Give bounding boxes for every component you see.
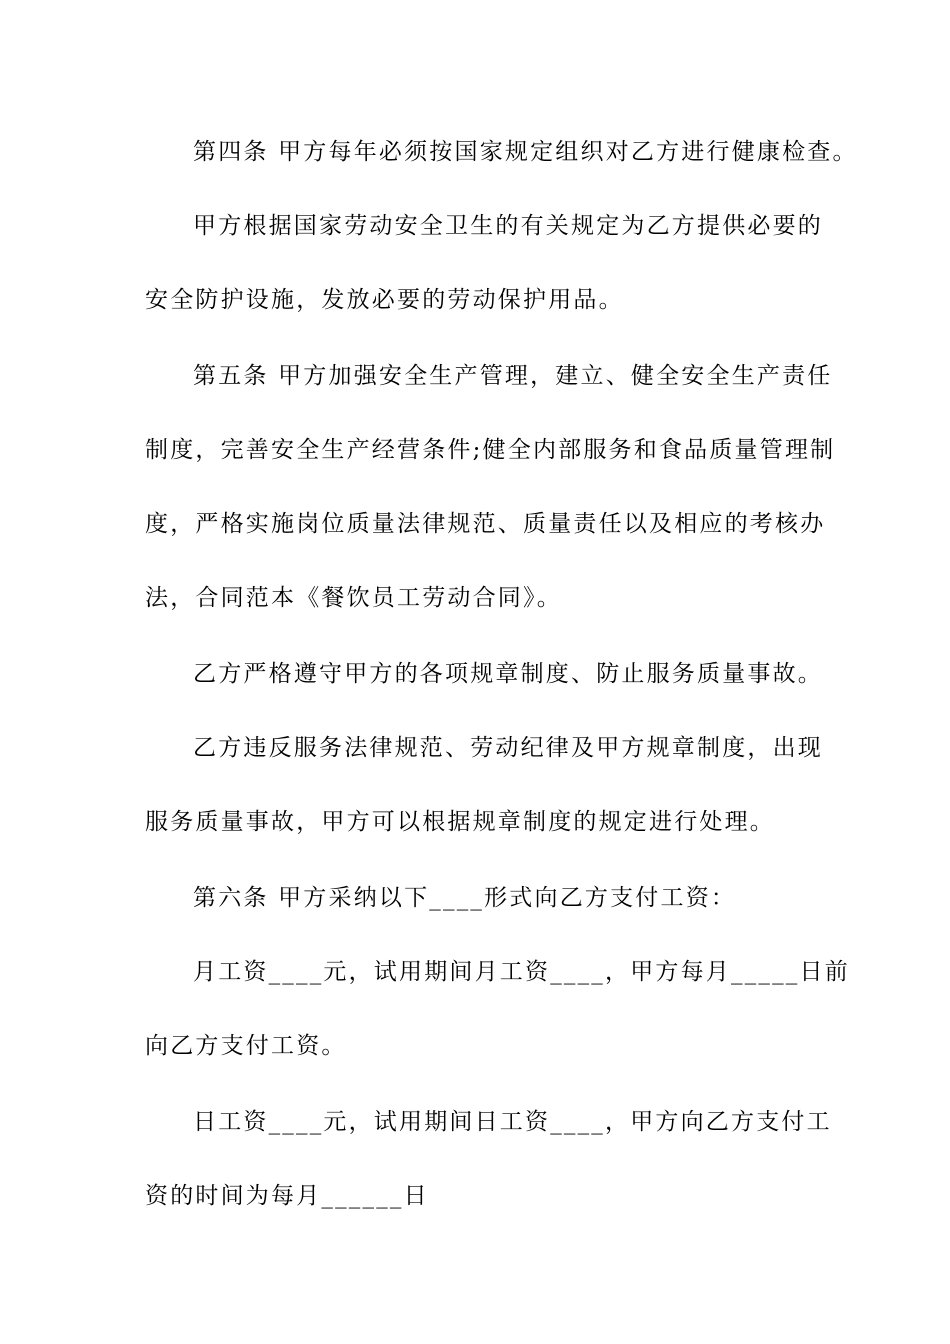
paragraph-rules-compliance: 乙方严格遵守甲方的各项规章制度、防止服务质量事故。	[193, 661, 823, 687]
paragraph-article-4: 第四条 甲方每年必须按国家规定组织对乙方进行健康检查。	[193, 139, 858, 165]
paragraph-monthly-wage-line-1: 月工资____元，试用期间月工资____，甲方每月_____日前	[193, 959, 850, 985]
paragraph-daily-wage-line-2: 资的时间为每月______日	[145, 1183, 429, 1209]
paragraph-violation-line-2: 服务质量事故，甲方可以根据规章制度的规定进行处理。	[145, 809, 775, 835]
paragraph-article-5-line-2: 制度，完善安全生产经营条件;健全内部服务和食品质量管理制	[145, 437, 836, 463]
paragraph-safety-line-1: 甲方根据国家劳动安全卫生的有关规定为乙方提供必要的	[193, 213, 823, 239]
paragraph-violation-line-1: 乙方违反服务法律规范、劳动纪律及甲方规章制度，出现	[193, 735, 823, 761]
paragraph-article-5-line-3: 度，严格实施岗位质量法律规范、质量责任以及相应的考核办	[145, 511, 826, 537]
paragraph-article-6: 第六条 甲方采纳以下____形式向乙方支付工资：	[193, 885, 737, 911]
paragraph-safety-line-2: 安全防护设施，发放必要的劳动保护用品。	[145, 287, 624, 313]
paragraph-article-5-line-4: 法，合同范本《餐饮员工劳动合同》。	[145, 585, 562, 611]
paragraph-article-5-line-1: 第五条 甲方加强安全生产管理，建立、健全安全生产责任	[193, 363, 833, 389]
paragraph-daily-wage-line-1: 日工资____元，试用期间日工资____，甲方向乙方支付工	[193, 1109, 832, 1135]
paragraph-monthly-wage-line-2: 向乙方支付工资。	[145, 1033, 347, 1059]
